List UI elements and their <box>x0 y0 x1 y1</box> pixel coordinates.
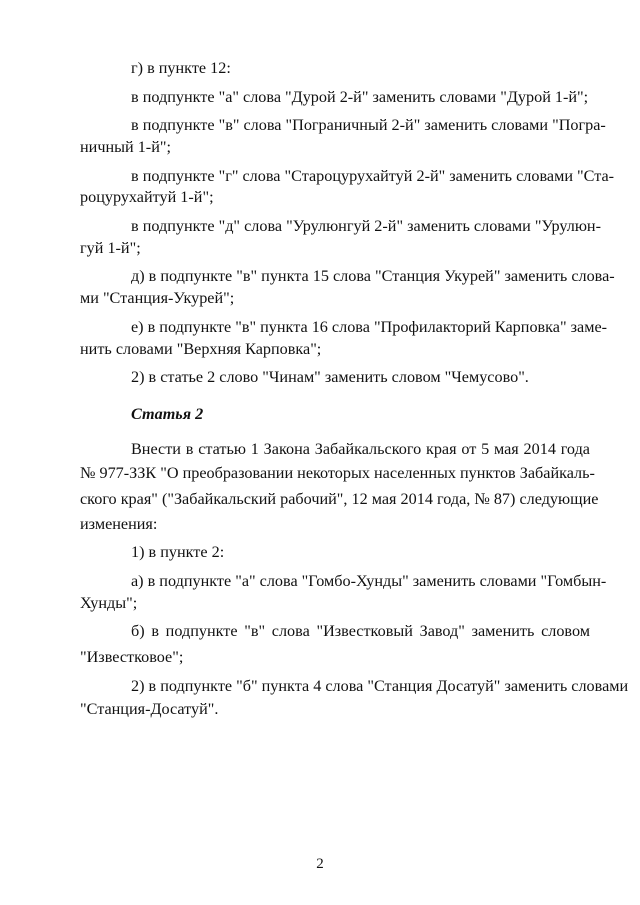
article-body-line: "Станция-Досатуй". <box>80 700 219 718</box>
article-body-line: "Известковое"; <box>80 648 184 666</box>
page-number: 2 <box>316 856 324 872</box>
paragraph-line: ми "Станция-Укурей"; <box>80 289 235 307</box>
paragraph-line: г) в пункте 12: <box>131 59 231 77</box>
article-body-line: № 977-ЗЗК "О преобразовании некоторых населенных пунктов Забайкаль- <box>80 464 595 482</box>
paragraph-line: в подпункте "г" слова "Староцурухайтуй 2-й" заменить словами "Ста- <box>131 167 615 185</box>
paragraph-line: нить словами "Верхняя Карповка"; <box>80 340 322 358</box>
paragraph-line: ничный 1-й"; <box>80 138 171 156</box>
paragraph-line: в подпункте "а" слова "Дурой 2-й" заменить словами "Дурой 1-й"; <box>131 88 589 106</box>
article-body-line: 1) в пункте 2: <box>131 543 225 561</box>
paragraph-line: гуй 1-й"; <box>80 239 141 257</box>
article-body-line: 2) в подпункте "б" пункта 4 слова "Станция Досатуй" заменить словами <box>131 677 629 695</box>
article-body-line: Хунды"; <box>80 594 138 612</box>
paragraph-line: д) в подпункте "в" пункта 15 слова "Станция Укурей" заменить слова- <box>131 267 615 285</box>
article-heading: Статья 2 <box>131 405 204 423</box>
paragraph-line: е) в подпункте "в" пункта 16 слова "Профилакторий Карповка" заме- <box>131 318 608 336</box>
paragraph-line: роцурухайтуй 1-й"; <box>80 188 214 206</box>
article-body-line: Внести в статью 1 Закона Забайкальского края от 5 мая 2014 года <box>131 440 590 458</box>
paragraph-line: в подпункте "д" слова "Урулюнгуй 2-й" заменить словами "Урулюн- <box>131 217 601 235</box>
article-body-line: ского края" ("Забайкальский рабочий", 12 мая 2014 года, № 87) следующие <box>80 490 599 508</box>
article-body-line: а) в подпункте "а" слова "Гомбо-Хунды" заменить словами "Гомбын- <box>131 572 607 590</box>
article-body-line: изменения: <box>80 515 158 533</box>
paragraph-line: в подпункте "в" слова "Пограничный 2-й" заменить словами "Погра- <box>131 116 606 134</box>
paragraph-line: 2) в статье 2 слово "Чинам" заменить словом "Чемусово". <box>131 368 529 386</box>
article-body-line: б) в подпункте "в" слова "Известковый Завод" заменить словом <box>131 622 590 640</box>
